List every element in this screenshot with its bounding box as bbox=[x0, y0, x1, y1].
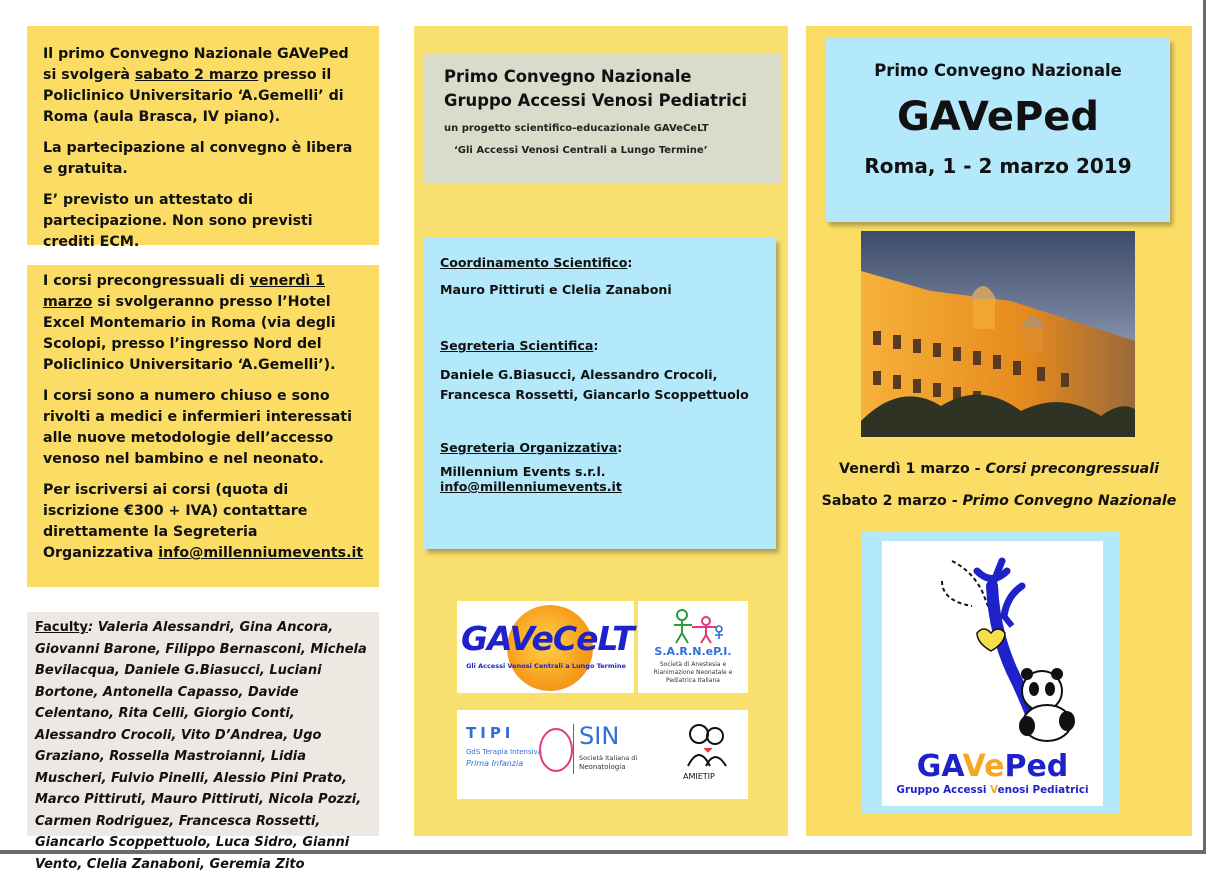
coordination-heading: Coordinamento Scientifico: bbox=[440, 255, 633, 270]
courses-date: venerdì 1 marzo bbox=[43, 273, 326, 310]
building-illustration bbox=[861, 231, 1135, 437]
scientific-secretariat-heading: Segreteria Scientifica: bbox=[440, 338, 599, 353]
amietip-wordmark: AMIETIP bbox=[683, 772, 715, 781]
sin-emblem-icon bbox=[539, 728, 573, 772]
coordination-names: Mauro Pittiruti e Clelia Zanaboni bbox=[440, 282, 672, 297]
registration-text: Per iscriversi ai corsi (quota di iscrizione €300 + IVA) contattare direttamente la Segreteria Organizzativa info@millenniumevents.it bbox=[43, 482, 364, 561]
info-box-congress bbox=[27, 26, 379, 250]
congress-date: sabato 2 marzo bbox=[134, 67, 259, 83]
sarnepi-wordmark: S.A.R.N.eP.I. bbox=[654, 645, 732, 658]
sin-divider bbox=[573, 724, 574, 774]
gavecelt-logo bbox=[457, 601, 634, 693]
sin-wordmark: SIN bbox=[579, 722, 620, 750]
middle-title-1: Primo Convegno Nazionale bbox=[444, 67, 692, 86]
schedule bbox=[806, 459, 1192, 511]
partner-logos-card bbox=[457, 710, 748, 799]
sin-subtitle-1: Società Italiana di bbox=[579, 754, 638, 762]
vein-panda-illustration bbox=[882, 541, 1103, 751]
organizing-secretariat-name: Millennium Events s.r.l. bbox=[440, 464, 606, 479]
sarnepi-figures-icon bbox=[666, 609, 726, 645]
schedule-friday: Venerdì 1 marzo - Corsi precongressuali bbox=[839, 461, 1159, 477]
gavped-logo bbox=[882, 541, 1103, 806]
sarnepi-logo bbox=[638, 601, 748, 693]
tipi-letters: TIPI bbox=[466, 724, 515, 742]
registration-email-link[interactable]: info@millenniumevents.it bbox=[158, 545, 364, 561]
schedule-saturday: Sabato 2 marzo - Primo Convegno Nazionale bbox=[821, 493, 1177, 509]
tipi-subtitle-2: Prima Infanzia bbox=[466, 759, 524, 768]
faculty-label: Faculty bbox=[35, 620, 88, 635]
faculty-list: Faculty: Valeria Alessandri, Gina Ancora, Giovanni Barone, Filippo Bernasconi, Michela Bevilacqua, Daniele G.Biasucci, Luciani Bortone, Antonella Capasso, Davide Celentano, Rita Celli, Giorgio Conti, Alessandro Crocoli, Vito D’Andrea, Ugo Graziano, Rossella Mastroianni, Lidia Muscheri, Fulvio Pinelli, Alessio Pini Prato, Marco Pittiruti, Mauro Pittiruti, Nicola Pozzi, Carmen Rodriguez, Francesca Rossetti, Giancarlo Scoppettuolo, Luca Sidro, Gianni Vento, Clelia Zanaboni, Geremia Zito bbox=[35, 620, 367, 872]
courses-paragraph: I corsi precongressuali di venerdì 1 marzo si svolgeranno presso l’Hotel Excel Montemario in Roma (via degli Scolopi, presso l’ingresso Nord del Policlinico Universitario ‘A.Gemelli’). bbox=[43, 273, 336, 373]
faculty-box bbox=[27, 612, 379, 872]
event-heading: Primo Convegno Nazionale bbox=[874, 61, 1122, 80]
gavecelt-wordmark: GAVeCeLT bbox=[461, 619, 634, 658]
event-title-panel bbox=[826, 38, 1170, 222]
congress-paragraph: Il primo Convegno Nazionale GAVePed si svolgerà sabato 2 marzo presso il Policlinico Universitario ‘A.Gemelli’ di Roma (aula Brasca, IV piano). bbox=[43, 46, 349, 125]
sarnepi-subtitle: Società di Anestesia e Rianimazione Neonatale e Pediatrica Italiana bbox=[653, 661, 733, 684]
organizing-secretariat-heading: Segreteria Organizzativa: bbox=[440, 440, 623, 455]
gavecelt-subtitle: Gli Accessi Venosi Centrali a Lungo Termine bbox=[466, 662, 626, 670]
tipi-subtitle-1: GdS Terapia Intensiva bbox=[466, 748, 543, 756]
certificate-text: E’ previsto un attestato di partecipazione. Non sono previsti crediti ECM. bbox=[43, 192, 313, 250]
sin-subtitle-2: Neonatologia bbox=[579, 763, 626, 771]
gavped-logo-wordmark: GAVePed bbox=[916, 749, 1069, 784]
project-subtitle: ‘Gli Accessi Venosi Centrali a Lungo Termine’ bbox=[454, 145, 708, 156]
scientific-secretariat-names: Daniele G.Biasucci, Alessandro Crocoli, Francesca Rossetti, Giancarlo Scoppettuolo bbox=[440, 367, 749, 402]
event-brand: GAVePed bbox=[896, 94, 1100, 140]
project-line: un progetto scientifico-educazionale GAVeCeLT bbox=[444, 123, 709, 134]
info-box-courses bbox=[27, 265, 379, 587]
event-date: Roma, 1 - 2 marzo 2019 bbox=[864, 154, 1132, 178]
title-panel bbox=[424, 53, 782, 184]
contacts-panel bbox=[424, 238, 776, 549]
gavped-logo-subtitle: Gruppo Accessi Venosi Pediatrici bbox=[896, 784, 1089, 796]
free-participation-text: La partecipazione al convegno è libera e gratuita. bbox=[43, 140, 353, 177]
courses-audience-text: I corsi sono a numero chiuso e sono rivolti a medici e infermieri interessati alle nuove metodologie dell’accesso venoso nel bambino e nel neonato. bbox=[43, 388, 352, 467]
amietip-nurses-icon bbox=[682, 718, 732, 768]
venue-photo bbox=[861, 231, 1135, 437]
middle-title-2: Gruppo Accessi Venosi Pediatrici bbox=[444, 91, 748, 110]
organizing-email-link[interactable]: info@millenniumevents.it bbox=[440, 479, 622, 494]
